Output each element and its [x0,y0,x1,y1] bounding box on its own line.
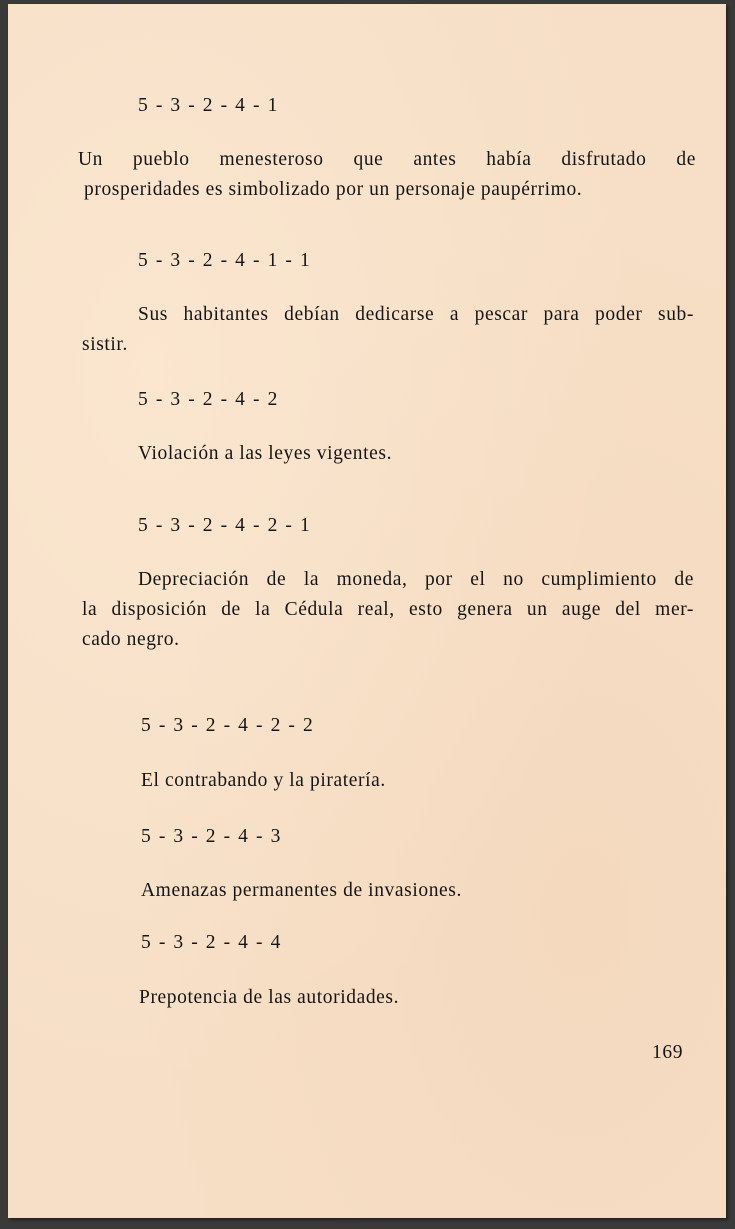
section-code-5-3-2-4-1-1: 5 - 3 - 2 - 4 - 1 - 1 [138,250,311,271]
paragraph-line: Violación a las leyes vigentes. [138,443,393,464]
section-code-5-3-2-4-2: 5 - 3 - 2 - 4 - 2 [138,389,278,410]
section-code-5-3-2-4-3: 5 - 3 - 2 - 4 - 3 [141,826,281,847]
paragraph-line: Un pueblo menesteroso que antes había disfrutado de [78,149,696,170]
paragraph-line: Depreciación de la moneda, por el no cumplimiento de [138,569,694,590]
section-code-5-3-2-4-2-2: 5 - 3 - 2 - 4 - 2 - 2 [141,715,314,736]
page-number: 169 [652,1042,684,1063]
section-code-5-3-2-4-2-1: 5 - 3 - 2 - 4 - 2 - 1 [138,515,311,536]
section-code-5-3-2-4-4: 5 - 3 - 2 - 4 - 4 [141,932,281,953]
paragraph-line: la disposición de la Cédula real, esto genera un auge del mer- [82,599,694,620]
paragraph-line: El contrabando y la piratería. [141,770,386,791]
paragraph-line: prosperidades es simbolizado por un personaje paupérrimo. [84,179,583,200]
paragraph-line: sistir. [82,334,128,355]
section-code-5-3-2-4-1: 5 - 3 - 2 - 4 - 1 [138,95,278,116]
paragraph-line: Amenazas permanentes de invasiones. [141,880,462,901]
paragraph-line: Prepotencia de las autoridades. [139,987,400,1008]
paragraph-line: Sus habitantes debían dedicarse a pescar para poder sub- [138,304,694,325]
paragraph-line: cado negro. [82,629,180,650]
